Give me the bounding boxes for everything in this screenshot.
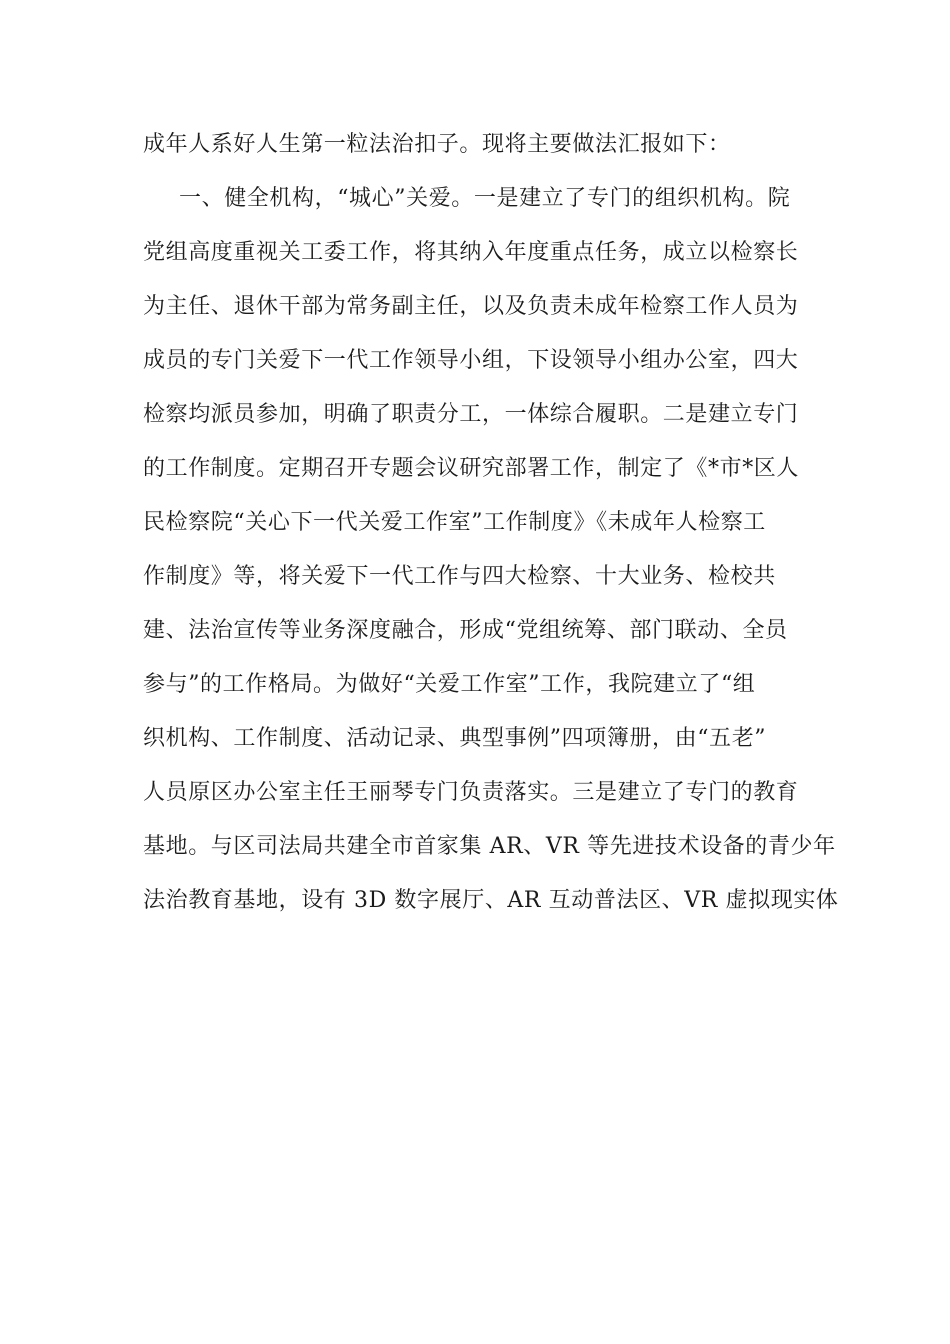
text-line: 党组高度重视关工委工作，将其纳入年度重点任务，成立以检察长: [143, 240, 799, 265]
text-line: 成年人系好人生第一粒法治扣子。现将主要做法汇报如下：: [143, 132, 731, 157]
text-line: 成员的专门关爱下一代工作领导小组，下设领导小组办公室，四大: [143, 348, 799, 373]
section-heading-line: 一、健全机构，“城心”关爱。一是建立了专门的组织机构。院: [179, 186, 791, 211]
text-line: 基地。与区司法局共建全市首家集 AR、VR 等先进技术设备的青少年: [143, 834, 836, 859]
text-line: 的工作制度。定期召开专题会议研究部署工作，制定了《*市*区人: [143, 456, 800, 481]
text-line: 法治教育基地，设有 3D 数字展厅、AR 互动普法区、VR 虚拟现实体: [143, 888, 839, 913]
text-line: 建、法治宣传等业务深度融合，形成“党组统筹、部门联动、全员: [143, 618, 788, 643]
text-line: 人员原区办公室主任王丽琴专门负责落实。三是建立了专门的教育: [143, 780, 799, 805]
text-line: 参与”的工作格局。为做好“关爱工作室”工作，我院建立了“组: [143, 672, 756, 697]
text-line: 民检察院“关心下一代关爱工作室”工作制度》《未成年人检察工: [143, 510, 766, 535]
text-line: 为主任、退休干部为常务副主任，以及负责未成年检察工作人员为: [143, 294, 799, 319]
document-body: [143, 127, 839, 937]
text-line: 作制度》等，将关爱下一代工作与四大检察、十大业务、检校共: [143, 564, 776, 589]
text-line: 检察均派员参加，明确了职责分工，一体综合履职。二是建立专门: [143, 402, 799, 427]
text-line: 织机构、工作制度、活动记录、典型事例”四项簿册，由“五老”: [143, 726, 767, 751]
